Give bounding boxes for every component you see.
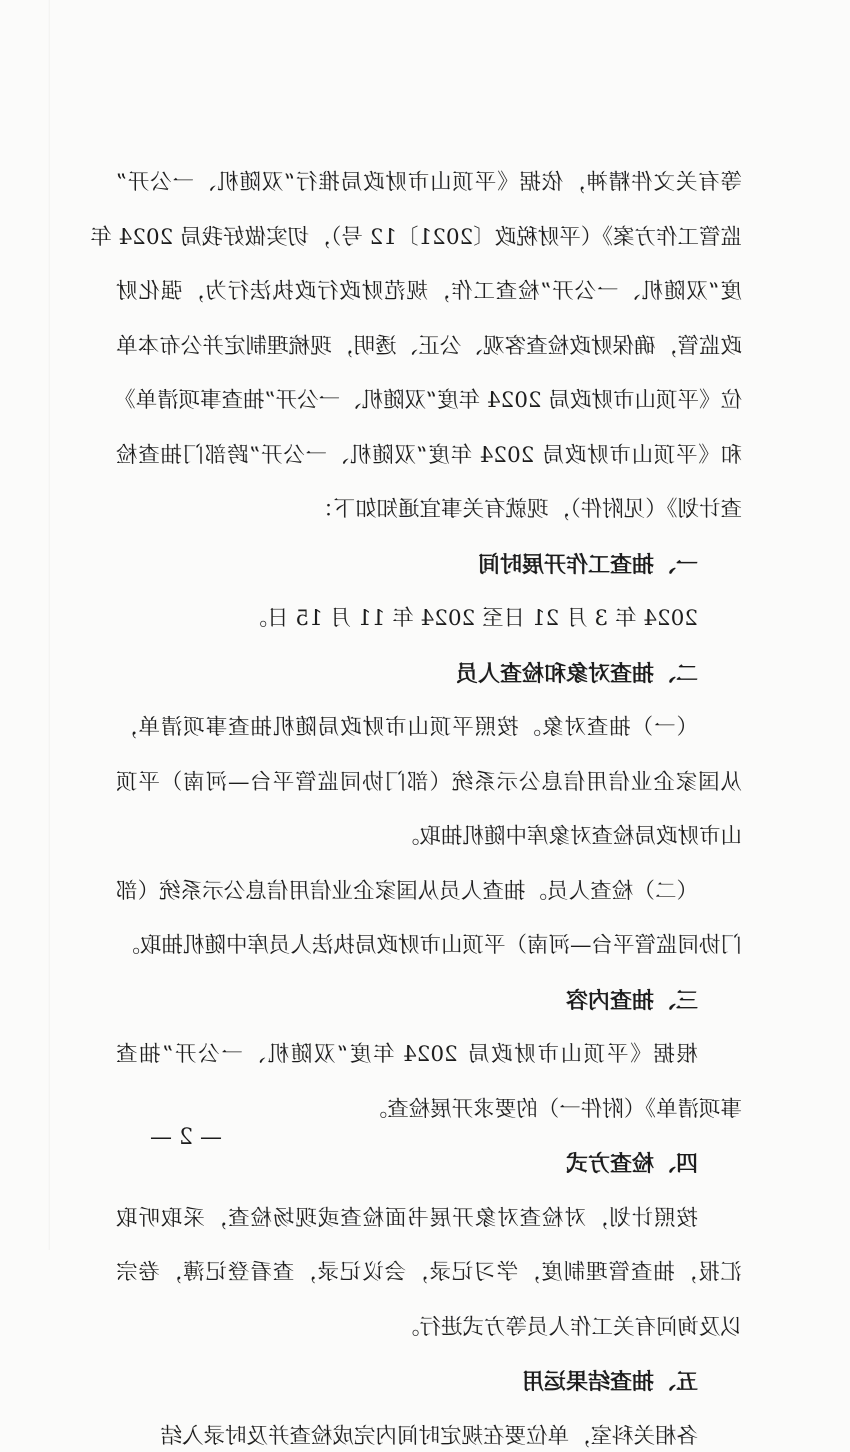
section-heading-2: 二、抽查对象和检查人员 — [455, 661, 698, 687]
section-3-line: 事项清单》（附件一）的要求开展检查。 — [365, 1097, 742, 1122]
paragraph-line: 政监管，确保财政检查客观、公正、透明，现梳理制定并公布本单 — [116, 334, 742, 359]
section-3-line: 根据《平顶山市财政局 2024 年度“双随机、一公开”抽查 — [116, 1042, 698, 1067]
scan-fold-shadow — [48, 0, 50, 1250]
section-4-line: 汇报，抽查管理制度，学习记录，会议记录，查看登记薄，卷宗 — [116, 1260, 742, 1285]
section-1-line: 2024 年 3 月 21 日至 2024 年 11 月 15 日。 — [245, 606, 698, 631]
section-heading-1: 一、抽查工作开展时间 — [477, 552, 698, 578]
section-2-line: （二）检查人员。抽查人员从国家企业信用信息公示系统（部 — [116, 879, 698, 904]
section-2-line: （一）抽查对象。按照平顶山市财政局随机抽查事项清单， — [116, 715, 698, 740]
page-number: — 2 — — [150, 1125, 222, 1150]
section-4-line: 按照计划，对检查对象开展书面检查或现场检查，采取听取 — [116, 1206, 698, 1231]
paragraph-line: 和《平顶山市财政局 2024 年度“双随机、一公开”跨部门抽查检 — [116, 443, 742, 468]
section-heading-5: 五、抽查结果运用 — [521, 1369, 698, 1395]
section-heading-4: 四、检查方式 — [565, 1151, 698, 1177]
paragraph-line: 度“双随机、一公开”检查工作，规范财政行政执法行为，强化财 — [116, 279, 742, 304]
section-heading-3: 三、抽查内容 — [565, 988, 698, 1014]
section-2-line: 门协同监管平台—河南）平顶山市财政局执法人员库中随机抽取。 — [118, 933, 742, 958]
section-4-line: 以及询问有关工作人员等方式进行。 — [397, 1315, 742, 1340]
section-2-line: 山市财政局检查对象库中随机抽取。 — [397, 824, 742, 849]
paragraph-line: 等有关文件精神，依据《平顶山市财政局推行“双随机、一公开” — [116, 170, 742, 195]
section-2-line: 从国家企业信用信息公示系统（部门协同监管平台—河南）平顶 — [116, 770, 742, 795]
paragraph-line: 位《平顶山市财政局 2024 年度“双随机、一公开”抽查事项清单》 — [114, 388, 742, 413]
section-5-line: 各相关科室，单位要在规定时间内完成检查并及时录入结 — [160, 1424, 698, 1449]
paragraph-line: 监管工作方案》（平财税政〔2021〕12 号），切实做好我局 2024 年 — [90, 225, 742, 250]
paragraph-line: 查计划》（见附件），现就有关事宜通知如下： — [311, 497, 742, 522]
